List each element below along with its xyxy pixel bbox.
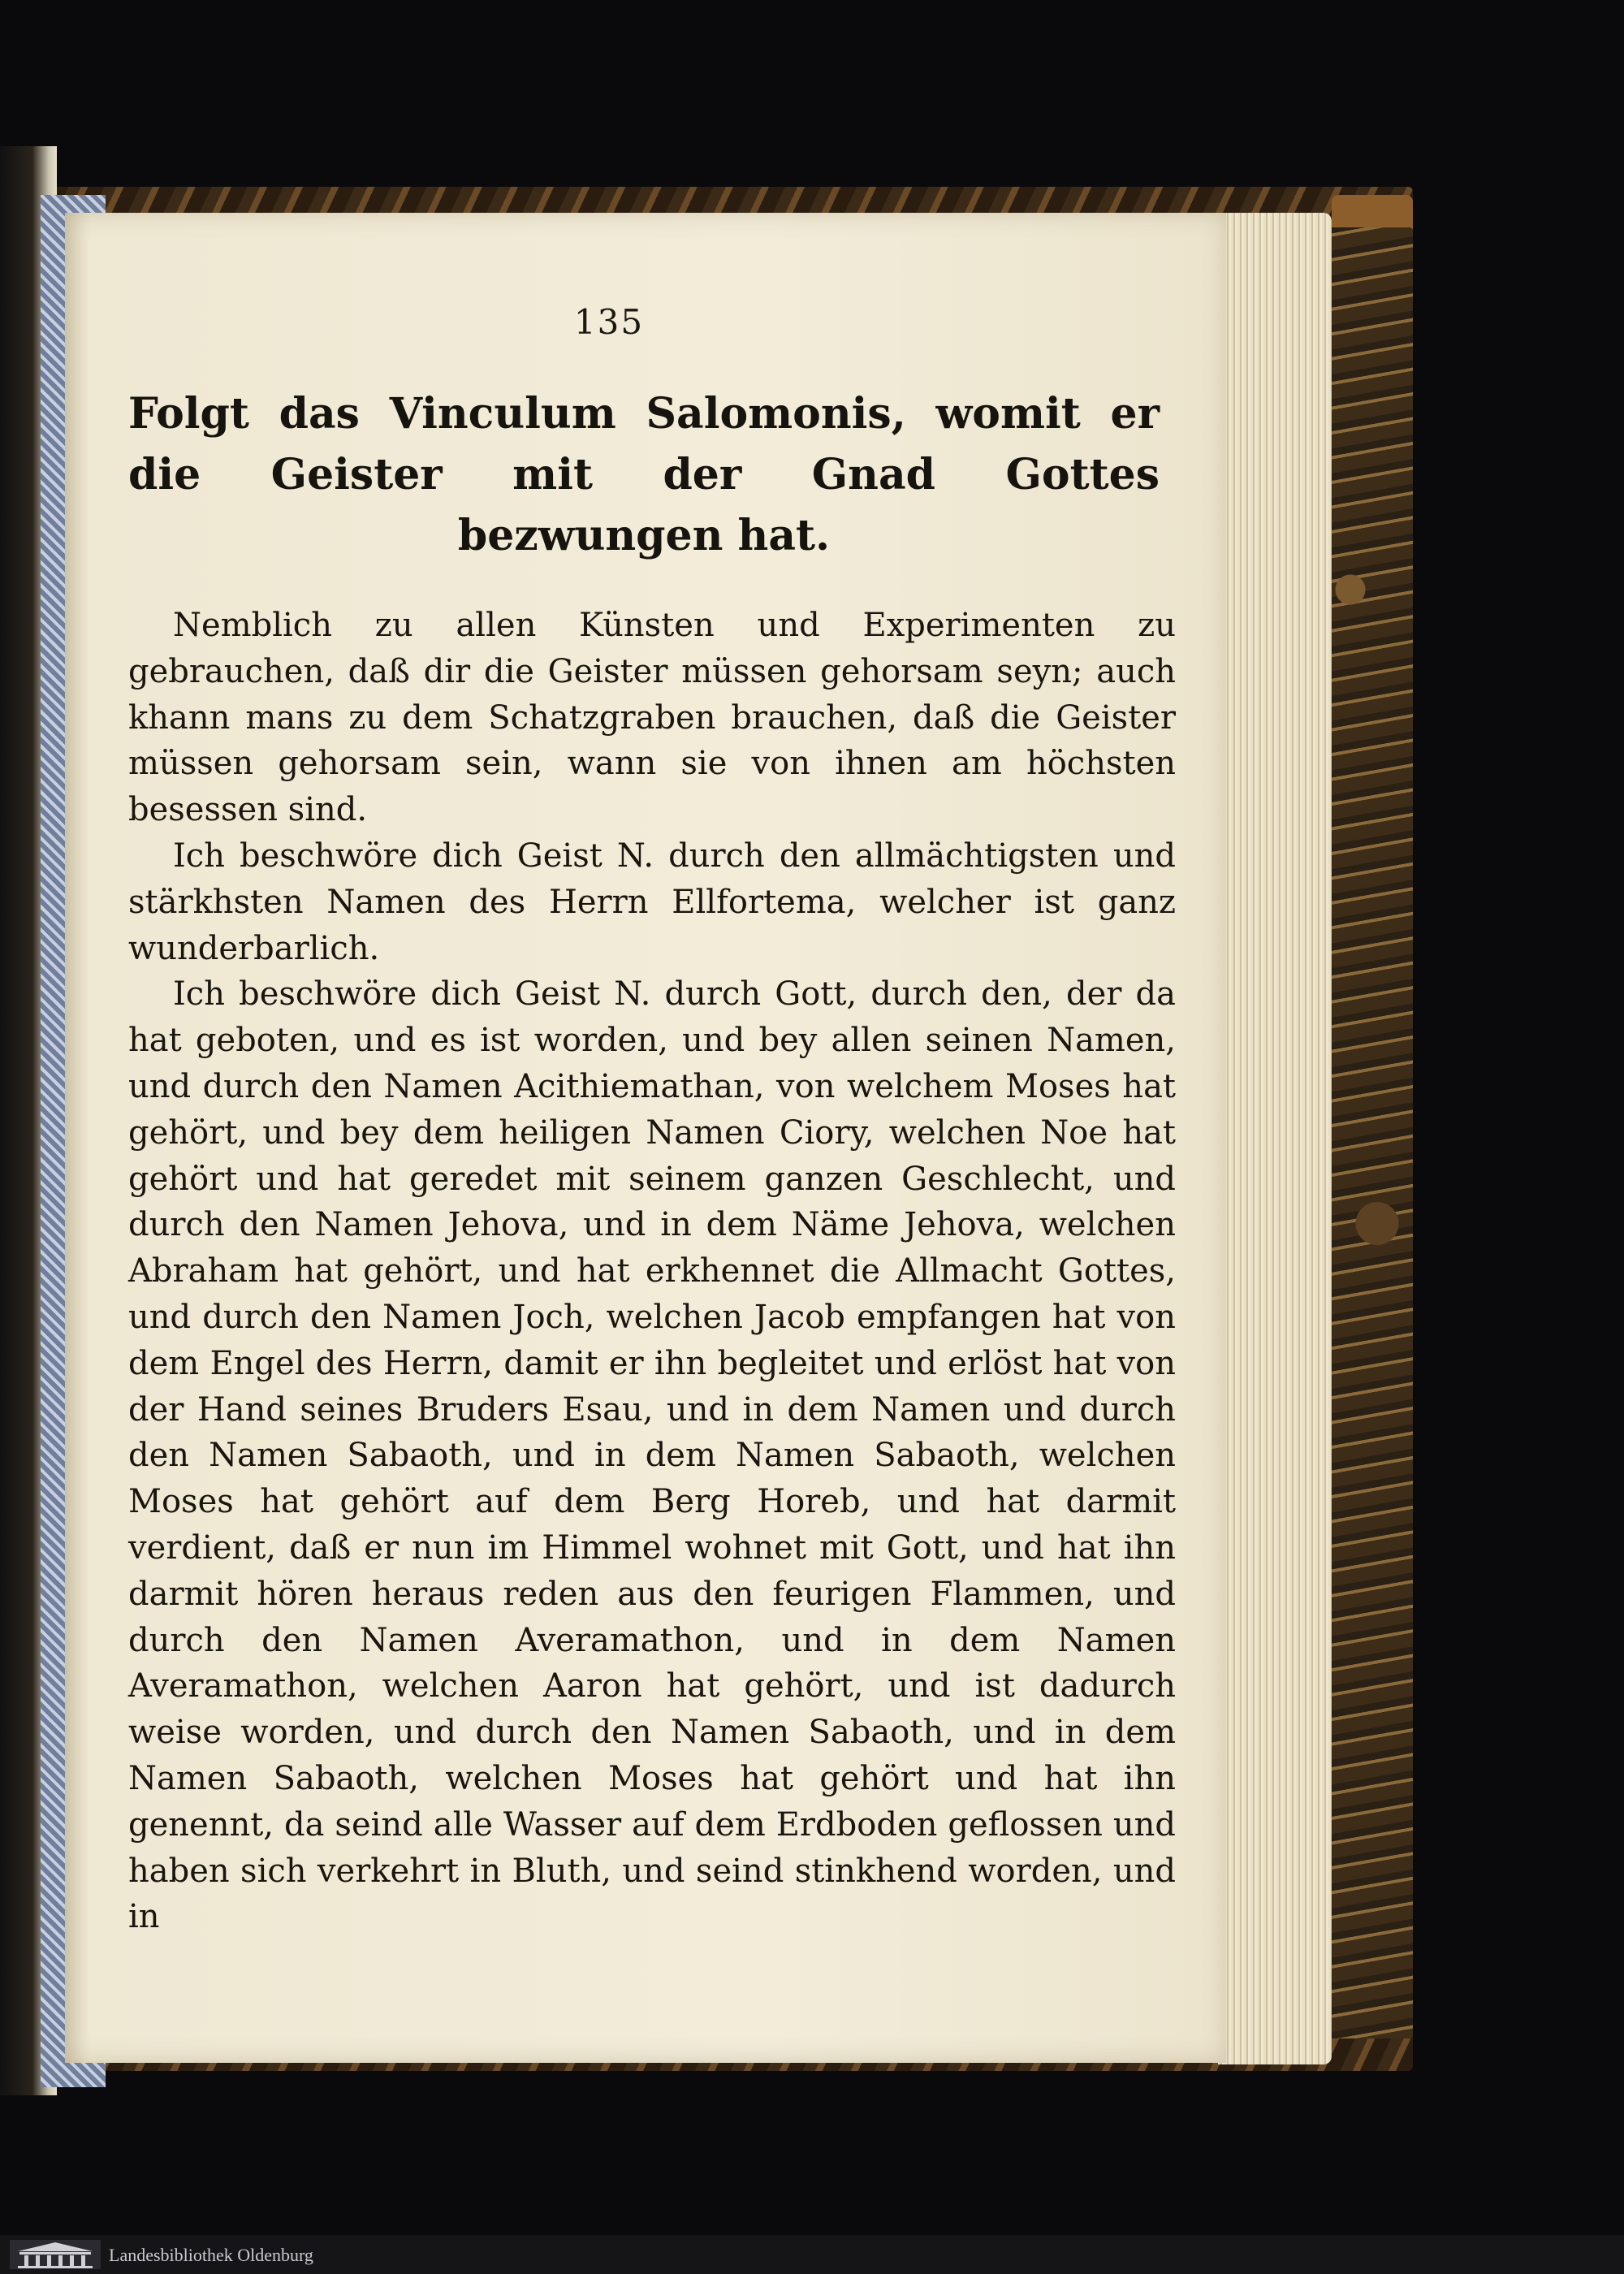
paragraph: Nemblich zu allen Künsten und Experimenten zu gebrauchen, daß dir die Geister müssen gehorsam seyn; auch khann mans zu dem Schatzgraben brauchen, daß die Geister müssen gehorsam sein, wann sie von ihnen am höchsten besessen sind. <box>128 607 1176 829</box>
body-text <box>128 603 1176 1940</box>
page-fore-edge <box>1218 213 1332 2064</box>
book-page <box>65 213 1226 2063</box>
marbled-board <box>1324 227 1413 2038</box>
library-building-icon <box>10 2240 101 2269</box>
page-number: 135 <box>573 302 645 342</box>
paragraph: Ich beschwöre dich Geist N. durch Gott, durch den, der da hat geboten, und es ist worden, und bey allen seinen Namen, und durch den Namen Acithiemathan, von welchem Moses hat gehört, und bey dem heiligen Namen Ciory, welchen Noe hat gehört und hat geredet mit seinem ganzen Geschlecht, und durch den Namen Jehova, und in dem Näme Jehova, welchen Abraham hat gehört, und hat erkhennet die Allmacht Gottes, und durch den Namen Joch, welchen Jacob empfangen hat von dem Engel des Herrn, damit er ihn begleitet und erlöst hat von der Hand seines Bruders Esau, und in dem Namen und durch den Namen Sabaoth, und in dem Namen Sabaoth, welchen Moses hat gehört auf dem Berg Horeb, und hat darmit verdient, daß er nun im Himmel wohnet mit Gott, und hat ihn darmit hören heraus reden aus den feurigen Flammen, und durch den Namen Averamathon, und in dem Namen Averamathon, welchen Aaron hat gehört, und ist dadurch weise worden, und durch den Namen Sabaoth, und in dem Namen Sabaoth, welchen Moses hat gehört und hat ihn genennt, da seind alle Wasser auf dem Erdboden geflossen und haben sich verkehrt in Bluth, und seind stinkhend worden, und in <box>128 975 1176 1936</box>
footer-bar <box>0 2235 1624 2274</box>
chapter-heading: Folgt das Vinculum Salomonis, womit er die Geister mit der Gnad Gottes bezwungen hat. <box>128 389 1160 560</box>
library-name[interactable]: Landesbibliothek Oldenburg <box>109 2245 313 2265</box>
paragraph: Ich beschwöre dich Geist N. durch den allmächtigsten und stärkhsten Namen des Herrn Ellfortema, welcher ist ganz wunderbarlich. <box>128 837 1176 967</box>
